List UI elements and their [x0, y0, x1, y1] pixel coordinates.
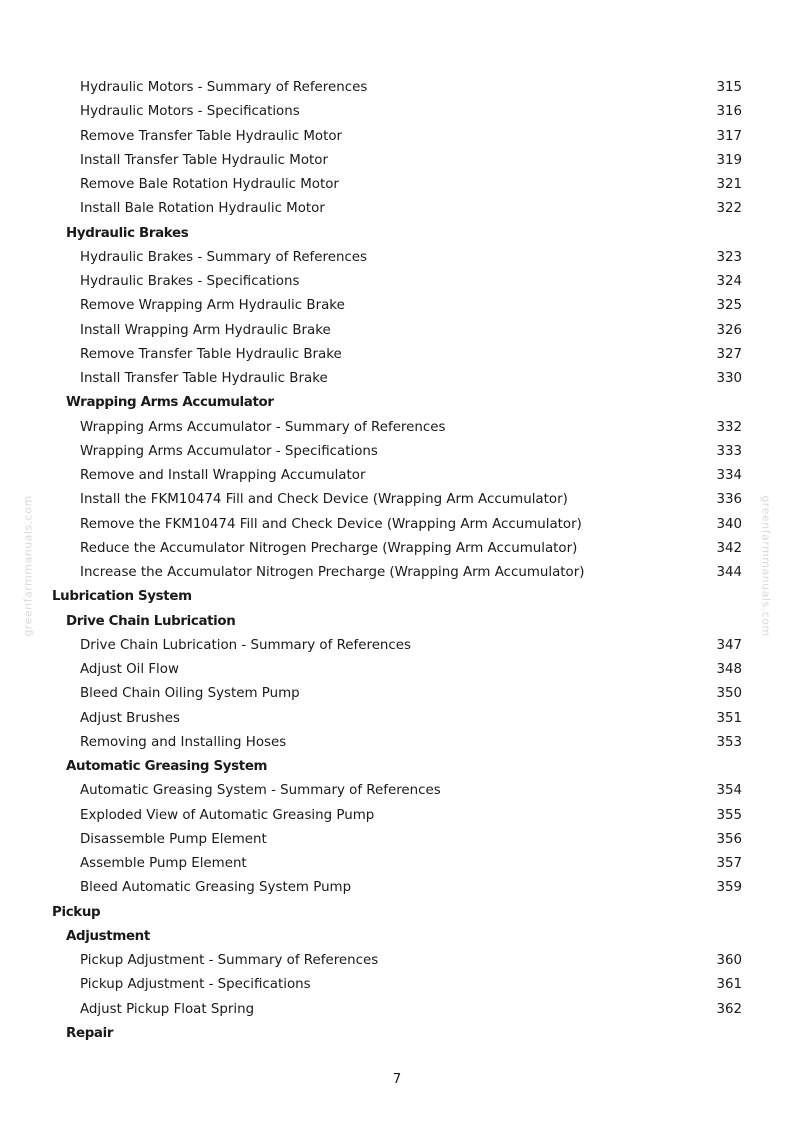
- toc-entry[interactable]: [0, 464, 794, 488]
- toc-entry-title: Increase the Accumulator Nitrogen Precharge (Wrapping Arm Accumulator): [80, 565, 585, 580]
- toc-entry[interactable]: [0, 998, 794, 1022]
- toc-entry-page: 334: [716, 468, 742, 483]
- toc-section-heading[interactable]: [0, 925, 794, 949]
- toc-entry-page: 323: [716, 249, 742, 265]
- toc-entry-title: Install Transfer Table Hydraulic Motor: [80, 152, 328, 168]
- toc-entry[interactable]: [0, 852, 794, 876]
- toc-entry-page: 326: [716, 322, 742, 338]
- toc-entry-title: Drive Chain Lubrication - Summary of References: [80, 637, 411, 653]
- toc-entry-title: Pickup Adjustment - Specifications: [80, 977, 311, 993]
- toc-entry-title: Bleed Chain Oiling System Pump: [80, 686, 300, 702]
- toc-entry-title: Drive Chain Lubrication: [66, 613, 236, 629]
- toc-entry-title: Bleed Automatic Greasing System Pump: [80, 880, 352, 896]
- watermark-left: greenfarmmanuals.com: [21, 495, 35, 637]
- toc-entry-title: Pickup Adjustment - Summary of References: [80, 953, 379, 968]
- toc-entry-page: 356: [716, 831, 742, 847]
- toc-entry-title: Remove Bale Rotation Hydraulic Motor: [80, 177, 339, 192]
- toc-entry-page: 322: [716, 201, 742, 217]
- toc-entry-page: 315: [716, 80, 742, 95]
- toc-section-heading[interactable]: [0, 901, 794, 925]
- toc-entry-page: 361: [716, 977, 742, 993]
- toc-entry[interactable]: [0, 731, 794, 755]
- toc-entry-title: Install the FKM10474 Fill and Check Device (Wrapping Arm Accumulator): [80, 492, 568, 508]
- toc-entry[interactable]: [0, 367, 794, 391]
- toc-entry-page: 357: [716, 856, 742, 871]
- toc-entry-title: Remove Transfer Table Hydraulic Brake: [80, 346, 342, 362]
- toc-entry-page: 359: [716, 880, 742, 896]
- toc-entry-title: Adjust Brushes: [80, 710, 180, 726]
- watermark-right: greenfarmmanuals.com: [759, 495, 773, 637]
- toc-entry-page: 344: [716, 565, 742, 580]
- toc-entry[interactable]: [0, 246, 794, 270]
- toc-entry[interactable]: [0, 828, 794, 852]
- toc-entry-title: Install Wrapping Arm Hydraulic Brake: [80, 322, 331, 338]
- toc-entry-title: Automatic Greasing System: [66, 759, 268, 774]
- toc-entry-page: 360: [716, 953, 742, 968]
- toc-entry-title: Hydraulic Brakes - Specifications: [80, 274, 300, 289]
- toc-entry-page: 325: [716, 298, 742, 314]
- toc-entry-page: 350: [716, 686, 742, 702]
- toc-entry[interactable]: [0, 949, 794, 973]
- toc-entry-title: Wrapping Arms Accumulator: [66, 395, 274, 411]
- toc-section-heading[interactable]: [0, 610, 794, 634]
- toc-entry[interactable]: [0, 488, 794, 512]
- toc-entry-title: Remove Wrapping Arm Hydraulic Brake: [80, 298, 345, 314]
- toc-section-heading[interactable]: [0, 585, 794, 609]
- toc-entry-page: 342: [716, 540, 742, 556]
- toc-entry[interactable]: [0, 513, 794, 537]
- toc-entry-title: Removing and Installing Hoses: [80, 734, 287, 750]
- toc-entry-title: Reduce the Accumulator Nitrogen Precharge (Wrapping Arm Accumulator): [80, 540, 578, 556]
- toc-entry-page: 321: [716, 177, 742, 192]
- toc-entry[interactable]: [0, 270, 794, 294]
- toc-entry-title: Wrapping Arms Accumulator - Summary of References: [80, 419, 446, 435]
- toc-entry-title: Hydraulic Brakes - Summary of References: [80, 249, 368, 265]
- toc-entry-page: 348: [716, 662, 742, 677]
- toc-entry[interactable]: [0, 561, 794, 585]
- toc-section-heading[interactable]: [0, 391, 794, 415]
- toc-entry[interactable]: [0, 319, 794, 343]
- toc-entry-title: Automatic Greasing System - Summary of References: [80, 783, 441, 799]
- toc-section-heading[interactable]: [0, 1022, 794, 1046]
- table-of-contents: [0, 76, 794, 1046]
- toc-entry-title: Exploded View of Automatic Greasing Pump: [80, 807, 375, 823]
- toc-entry[interactable]: [0, 779, 794, 803]
- toc-entry[interactable]: [0, 343, 794, 367]
- toc-entry-title: Wrapping Arms Accumulator - Specifications: [80, 443, 378, 459]
- page-number: 7: [392, 1072, 402, 1087]
- toc-entry-title: Disassemble Pump Element: [80, 831, 267, 847]
- toc-entry-title: Hydraulic Motors - Summary of References: [80, 80, 368, 95]
- toc-entry[interactable]: [0, 537, 794, 561]
- toc-entry[interactable]: [0, 876, 794, 900]
- toc-entry[interactable]: [0, 149, 794, 173]
- toc-entry-title: Adjust Oil Flow: [80, 662, 179, 677]
- toc-entry[interactable]: [0, 100, 794, 124]
- toc-entry-page: 333: [716, 443, 742, 459]
- toc-entry-page: 353: [716, 734, 742, 750]
- toc-entry-page: 330: [716, 371, 742, 386]
- toc-entry-page: 316: [716, 104, 742, 120]
- toc-entry-title: Assemble Pump Element: [80, 856, 247, 871]
- toc-entry-title: Hydraulic Motors - Specifications: [80, 104, 300, 120]
- toc-entry-title: Pickup: [52, 904, 101, 920]
- toc-entry[interactable]: [0, 173, 794, 197]
- toc-entry[interactable]: [0, 634, 794, 658]
- toc-entry-page: 354: [716, 783, 742, 799]
- toc-entry[interactable]: [0, 658, 794, 682]
- toc-entry-title: Remove Transfer Table Hydraulic Motor: [80, 128, 343, 144]
- toc-entry-page: 327: [716, 346, 742, 362]
- toc-entry-page: 351: [716, 710, 742, 726]
- toc-entry-page: 319: [716, 152, 742, 168]
- toc-entry-page: 332: [716, 419, 742, 435]
- toc-entry[interactable]: [0, 125, 794, 149]
- toc-entry-title: Adjustment: [66, 928, 150, 944]
- toc-entry-title: Remove and Install Wrapping Accumulator: [80, 468, 366, 483]
- toc-entry-page: 336: [716, 492, 742, 508]
- toc-entry-title: Repair: [66, 1025, 114, 1041]
- toc-entry-title: Adjust Pickup Float Spring: [80, 1001, 255, 1017]
- toc-entry[interactable]: [0, 76, 794, 100]
- toc-entry[interactable]: [0, 197, 794, 221]
- toc-entry[interactable]: [0, 804, 794, 828]
- toc-entry[interactable]: [0, 973, 794, 997]
- toc-section-heading[interactable]: [0, 222, 794, 246]
- toc-section-heading[interactable]: [0, 755, 794, 779]
- toc-entry[interactable]: [0, 294, 794, 318]
- toc-entry-page: 324: [716, 274, 742, 289]
- toc-entry-title: Hydraulic Brakes: [66, 225, 189, 241]
- toc-entry-title: Lubrication System: [52, 589, 192, 605]
- toc-entry[interactable]: [0, 416, 794, 440]
- toc-entry-title: Install Bale Rotation Hydraulic Motor: [80, 201, 325, 217]
- toc-entry-page: 362: [716, 1001, 742, 1017]
- toc-entry-page: 347: [716, 637, 742, 653]
- toc-entry[interactable]: [0, 682, 794, 706]
- toc-entry[interactable]: [0, 440, 794, 464]
- toc-entry-page: 355: [716, 807, 742, 823]
- toc-entry-page: 340: [716, 516, 742, 532]
- toc-entry-page: 317: [716, 128, 742, 144]
- toc-entry-title: Install Transfer Table Hydraulic Brake: [80, 371, 328, 386]
- toc-entry[interactable]: [0, 707, 794, 731]
- toc-entry-title: Remove the FKM10474 Fill and Check Device (Wrapping Arm Accumulator): [80, 516, 582, 532]
